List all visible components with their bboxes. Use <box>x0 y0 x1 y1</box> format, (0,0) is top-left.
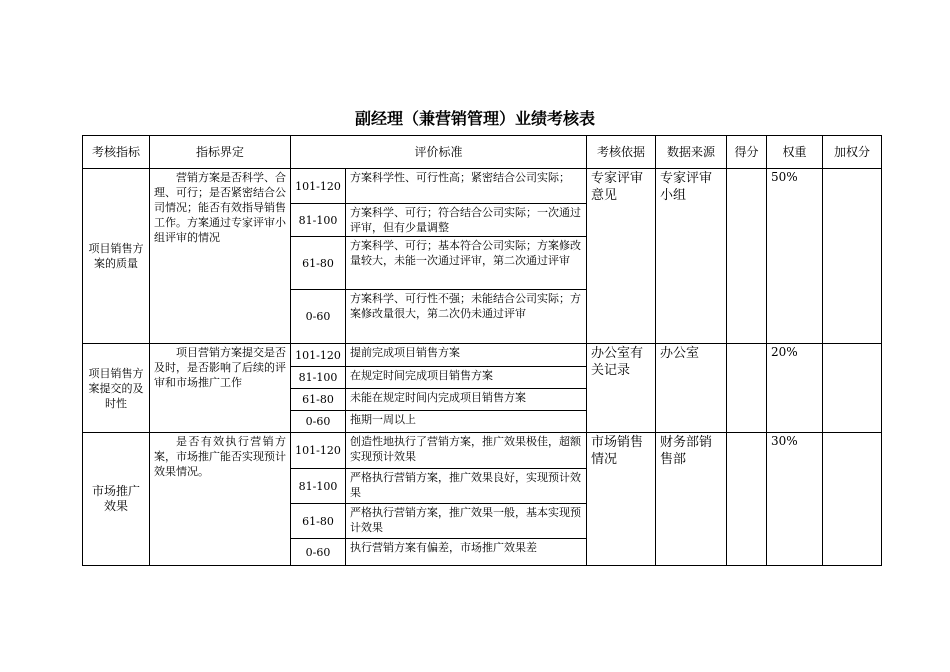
definition-cell: 是否有效执行营销方案，市场推广能否实现预计效果情况。 <box>150 433 291 566</box>
range-cell: 0-60 <box>291 290 346 344</box>
range-cell: 101-120 <box>291 169 346 204</box>
criteria-cell: 严格执行营销方案，推广效果一般，基本实现预计效果 <box>346 504 587 539</box>
weighted-cell <box>823 169 882 344</box>
range-cell: 101-120 <box>291 433 346 469</box>
page-title: 副经理（兼营销管理）业绩考核表 <box>354 109 595 128</box>
header-score: 得分 <box>727 136 767 169</box>
basis-cell: 办公室有关记录 <box>587 344 656 433</box>
criteria-cell: 在规定时间完成项目销售方案 <box>346 367 587 389</box>
range-cell: 81-100 <box>291 367 346 389</box>
header-definition: 指标界定 <box>150 136 291 169</box>
criteria-cell: 严格执行营销方案，推广效果良好，实现预计效果 <box>346 469 587 504</box>
weight-cell: 20% <box>767 344 823 433</box>
criteria-cell: 方案科学、可行性不强；未能结合公司实际；方案修改量很大，第二次仍未通过评审 <box>346 290 587 344</box>
table-row <box>83 433 882 469</box>
header-indicator: 考核指标 <box>83 136 150 169</box>
range-cell: 0-60 <box>291 411 346 433</box>
score-cell <box>727 169 767 344</box>
range-cell: 81-100 <box>291 469 346 504</box>
header-weight: 权重 <box>767 136 823 169</box>
weight-cell: 30% <box>767 433 823 566</box>
weighted-cell <box>823 433 882 566</box>
score-cell <box>727 344 767 433</box>
source-cell: 专家评审小组 <box>656 169 727 344</box>
basis-cell: 市场销售情况 <box>587 433 656 566</box>
criteria-cell: 方案科学性、可行性高；紧密结合公司实际； <box>346 169 587 204</box>
assessment-table <box>82 135 882 566</box>
range-cell: 81-100 <box>291 204 346 237</box>
criteria-cell: 方案科学、可行；基本符合公司实际；方案修改量较大，未能一次通过评审，第二次通过评审 <box>346 237 587 290</box>
header-weighted: 加权分 <box>823 136 882 169</box>
source-cell: 办公室 <box>656 344 727 433</box>
range-cell: 61-80 <box>291 237 346 290</box>
definition-cell: 项目营销方案提交是否及时，是否影响了后续的评审和市场推广工作 <box>150 344 291 433</box>
table-row <box>83 169 882 204</box>
range-cell: 61-80 <box>291 504 346 539</box>
indicator-cell: 项目销售方案提交的及时性 <box>83 344 150 433</box>
range-cell: 0-60 <box>291 539 346 566</box>
criteria-cell: 执行营销方案有偏差，市场推广效果差 <box>346 539 587 566</box>
weighted-cell <box>823 344 882 433</box>
basis-cell: 专家评审意见 <box>587 169 656 344</box>
header-criteria: 评价标准 <box>291 136 587 169</box>
score-cell <box>727 433 767 566</box>
criteria-cell: 方案科学、可行；符合结合公司实际；一次通过评审，但有少量调整 <box>346 204 587 237</box>
indicator-cell: 市场推广效果 <box>83 433 150 566</box>
range-cell: 101-120 <box>291 344 346 367</box>
header-basis: 考核依据 <box>587 136 656 169</box>
criteria-cell: 创造性地执行了营销方案，推广效果极佳，超额实现预计效果 <box>346 433 587 469</box>
range-cell: 61-80 <box>291 389 346 411</box>
weight-cell: 50% <box>767 169 823 344</box>
header-source: 数据来源 <box>656 136 727 169</box>
table-row <box>83 344 882 367</box>
criteria-cell: 提前完成项目销售方案 <box>346 344 587 367</box>
definition-cell: 营销方案是否科学、合理、可行；是否紧密结合公司情况；能否有效指导销售工作。方案通过专家评审小组评审的情况 <box>150 169 291 344</box>
indicator-cell: 项目销售方案的质量 <box>83 169 150 344</box>
criteria-cell: 拖期一周以上 <box>346 411 587 433</box>
source-cell: 财务部销售部 <box>656 433 727 566</box>
criteria-cell: 未能在规定时间内完成项目销售方案 <box>346 389 587 411</box>
header-row <box>83 136 882 169</box>
